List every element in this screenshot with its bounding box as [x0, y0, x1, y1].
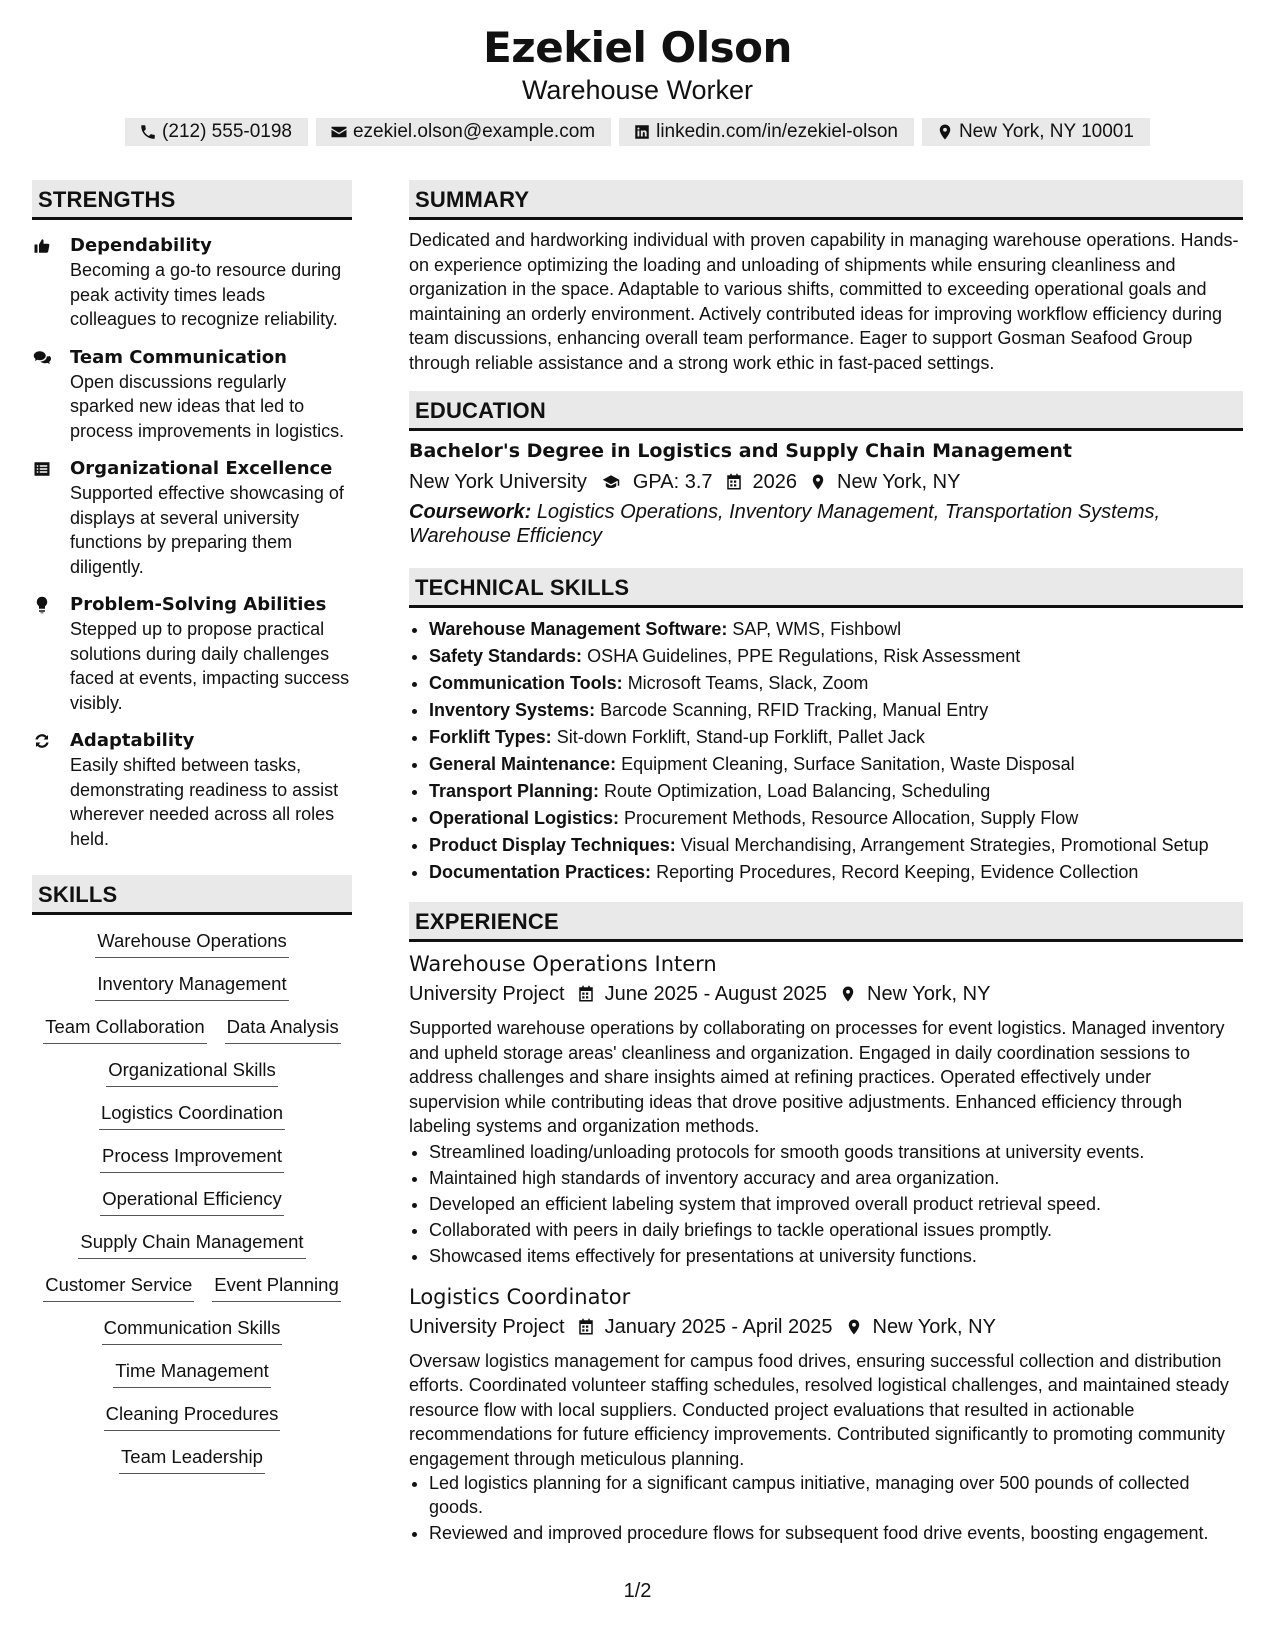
strength-item [32, 457, 352, 579]
summary-heading: SUMMARY [409, 180, 1243, 220]
tech-skill-item: • Product Display Techniques: Visual Merchandising, Arrangement Strategies, Promotional Setup [429, 832, 1243, 859]
job-org: University Project [409, 1315, 565, 1338]
graduation-year: 2026 [752, 471, 798, 493]
skill-tag: Time Management [113, 1359, 271, 1388]
skill-tag: Operational Efficiency [100, 1187, 284, 1216]
strength-title: Adaptability [70, 730, 195, 751]
skill-tag: Communication Skills [102, 1316, 283, 1345]
skills-heading: SKILLS [32, 875, 352, 915]
map-pin-icon [936, 123, 954, 141]
strengths-heading: STRENGTHS [32, 180, 352, 220]
map-pin-icon [845, 1318, 863, 1336]
coursework-label: Coursework: [409, 501, 532, 523]
linkedin-text: linkedin.com/in/ezekiel-olson [656, 121, 898, 142]
calendar-icon [577, 985, 595, 1003]
skill-tag: Warehouse Operations [95, 929, 289, 958]
location-text: New York, NY 10001 [958, 121, 1134, 142]
thumbs-up-icon [32, 237, 52, 255]
education-heading: EDUCATION [409, 391, 1243, 431]
job-bullet: • Developed an efficient labeling system that improved overall product retrieval speed. [429, 1191, 1243, 1217]
degree-title: Bachelor's Degree in Logistics and Supply Chain Management [409, 440, 1072, 462]
contact-bar [0, 118, 1275, 146]
tech-skill-item: • Safety Standards: OSHA Guidelines, PPE Regulations, Risk Assessment [429, 643, 1243, 670]
email-text: ezekiel.olson@example.com [352, 121, 596, 142]
contact-linkedin[interactable] [619, 118, 914, 146]
page-number: 1/2 [623, 1580, 652, 1602]
summary-text: Dedicated and hardworking individual with proven capability in managing warehouse operations. Hands-on experience optimizing the loading and unloading of shipments while ensuring cleanliness and organization in the space. Adaptable to various shifts, committed to exceeding operational goals and maintaining an orderly environment. Actively contributed ideas for improving workflow efficiency during team discussions, enhancing overall team performance. Eager to support Gosman Seafood Group through reliable assistance and a strong work ethic in fast-paced settings. [409, 230, 1239, 373]
tech-skill-item: • Documentation Practices: Reporting Procedures, Record Keeping, Evidence Collection [429, 859, 1243, 886]
phone-text: (212) 555-0198 [162, 121, 292, 142]
coursework-list: Logistics Operations, Inventory Management, Transportation Systems, Warehouse Efficiency [409, 501, 1161, 547]
contact-phone[interactable] [125, 118, 308, 146]
job-bullet: • Streamlined loading/unloading protocols for smooth goods transitions at university events. [429, 1139, 1243, 1165]
strength-item [32, 346, 352, 444]
tech-skill-item: • Inventory Systems: Barcode Scanning, RFID Tracking, Manual Entry [429, 697, 1243, 724]
experience-heading: EXPERIENCE [409, 902, 1243, 942]
job-title: Warehouse Operations Intern [409, 952, 717, 976]
strength-title: Problem-Solving Abilities [70, 594, 327, 615]
strength-item [32, 729, 352, 851]
skill-tag: Event Planning [212, 1273, 340, 1302]
linkedin-icon [633, 123, 651, 141]
skill-tag: Logistics Coordination [99, 1101, 285, 1130]
school-name: New York University [409, 471, 587, 493]
job-description: Oversaw logistics management for campus food drives, ensuring successful collection and distribution efforts. Coordinated volunteer staffing schedules, resolved logistical challenges, and maintained steady resource flow with local suppliers. Conducted project evaluations that resulted in actionable recommendations for future efficiency improvements. Contributed significantly to promoting community engagement through meticulous planning. [409, 1350, 1229, 1469]
strength-title: Team Communication [70, 346, 287, 368]
job-location: New York, NY [872, 1315, 996, 1338]
strength-desc: Supported effective showcasing of displays at several university functions by preparing them diligently. [70, 483, 344, 577]
job-org: University Project [409, 983, 565, 1005]
job-meta [409, 979, 1243, 1009]
tech-skill-item: • Transport Planning: Route Optimization, Load Balancing, Scheduling [429, 778, 1243, 805]
skill-tag: Process Improvement [100, 1144, 284, 1173]
map-pin-icon [809, 473, 827, 491]
candidate-title: Warehouse Worker [521, 75, 754, 105]
skill-tag: Team Collaboration [43, 1015, 206, 1044]
graduation-cap-icon [599, 473, 623, 491]
job-bullet: • Maintained high standards of inventory accuracy and area organization. [429, 1165, 1243, 1191]
job-bullet: • Led logistics planning for a significant campus initiative, managing over 500 pounds of collected goods. [429, 1471, 1243, 1519]
contact-location [922, 118, 1150, 146]
left-column [32, 180, 352, 1474]
tech-skill-item: • Warehouse Management Software: SAP, WMS, Fishbowl [429, 616, 1243, 643]
strength-desc: Open discussions regularly sparked new ideas that led to process improvements in logistics. [70, 371, 345, 441]
job-bullets [409, 1139, 1243, 1269]
tech-skill-item: • General Maintenance: Equipment Cleaning, Surface Sanitation, Waste Disposal [429, 751, 1243, 778]
job-title: Logistics Coordinator [409, 1284, 631, 1309]
job-description: Supported warehouse operations by collaborating on processes for event logistics. Managed inventory and upheld storage areas' cleanliness and organization. Engaged in daily coordination sessions to address challenges and share insights aimed at refining practices. Operated effectively under supervision while contributing ideas that drove positive adjustments. Enhanced efficiency through labeling systems and organization methods. [409, 1018, 1225, 1136]
skill-tag: Inventory Management [95, 972, 288, 1001]
comments-icon [32, 349, 52, 367]
tech-skill-item: • Operational Logistics: Procurement Methods, Resource Allocation, Supply Flow [429, 805, 1243, 832]
calendar-icon [725, 473, 743, 491]
envelope-icon [330, 123, 348, 141]
map-pin-icon [839, 985, 857, 1003]
right-column [409, 180, 1243, 1547]
skill-tag: Organizational Skills [106, 1058, 278, 1087]
lightbulb-icon [32, 596, 52, 614]
job-dates: June 2025 - August 2025 [604, 983, 828, 1005]
education-location: New York, NY [837, 471, 961, 493]
job-bullets [409, 1471, 1243, 1545]
tech-skill-item: • Communication Tools: Microsoft Teams, Slack, Zoom [429, 670, 1243, 697]
list-icon [32, 460, 52, 478]
strength-title: Dependability [70, 235, 212, 256]
calendar-icon [577, 1318, 595, 1336]
technical-skills-list [409, 616, 1243, 886]
strength-desc: Easily shifted between tasks, demonstrating readiness to assist wherever needed across all roles held. [70, 755, 339, 849]
skill-tag: Cleaning Procedures [104, 1402, 281, 1431]
strength-desc: Becoming a go-to resource during peak activity times leads colleagues to recognize reliability. [70, 260, 342, 329]
gpa-text: GPA: 3.7 [632, 471, 713, 493]
job-location: New York, NY [867, 983, 991, 1005]
contact-email[interactable] [316, 118, 611, 146]
technical-skills-heading: TECHNICAL SKILLS [409, 568, 1243, 608]
job-meta [409, 1312, 1243, 1342]
skill-tag: Customer Service [43, 1273, 194, 1302]
skill-tag: Supply Chain Management [78, 1230, 305, 1259]
strength-desc: Stepped up to propose practical solutions during daily challenges faced at events, impacting success visibly. [70, 619, 350, 713]
candidate-name: Ezekiel Olson [483, 23, 792, 72]
strength-title: Organizational Excellence [70, 458, 333, 479]
job-dates: January 2025 - April 2025 [604, 1315, 833, 1338]
tech-skill-item: • Forklift Types: Sit-down Forklift, Stand-up Forklift, Pallet Jack [429, 724, 1243, 751]
resume-header [0, 22, 1275, 146]
coursework [409, 500, 1243, 548]
strength-item [32, 234, 352, 332]
phone-icon [139, 123, 157, 141]
job-bullet: • Reviewed and improved procedure flows for subsequent food drive events, boosting engagement. [429, 1521, 1243, 1545]
skills-list [32, 929, 352, 1474]
job-bullet: • Showcased items effectively for presentations at university functions. [429, 1243, 1243, 1269]
refresh-icon [32, 732, 52, 750]
skill-tag: Team Leadership [119, 1445, 265, 1474]
education-meta [409, 467, 1243, 497]
job-bullet: • Collaborated with peers in daily briefings to tackle operational issues promptly. [429, 1217, 1243, 1243]
skill-tag: Data Analysis [225, 1015, 341, 1044]
strength-item [32, 593, 352, 715]
